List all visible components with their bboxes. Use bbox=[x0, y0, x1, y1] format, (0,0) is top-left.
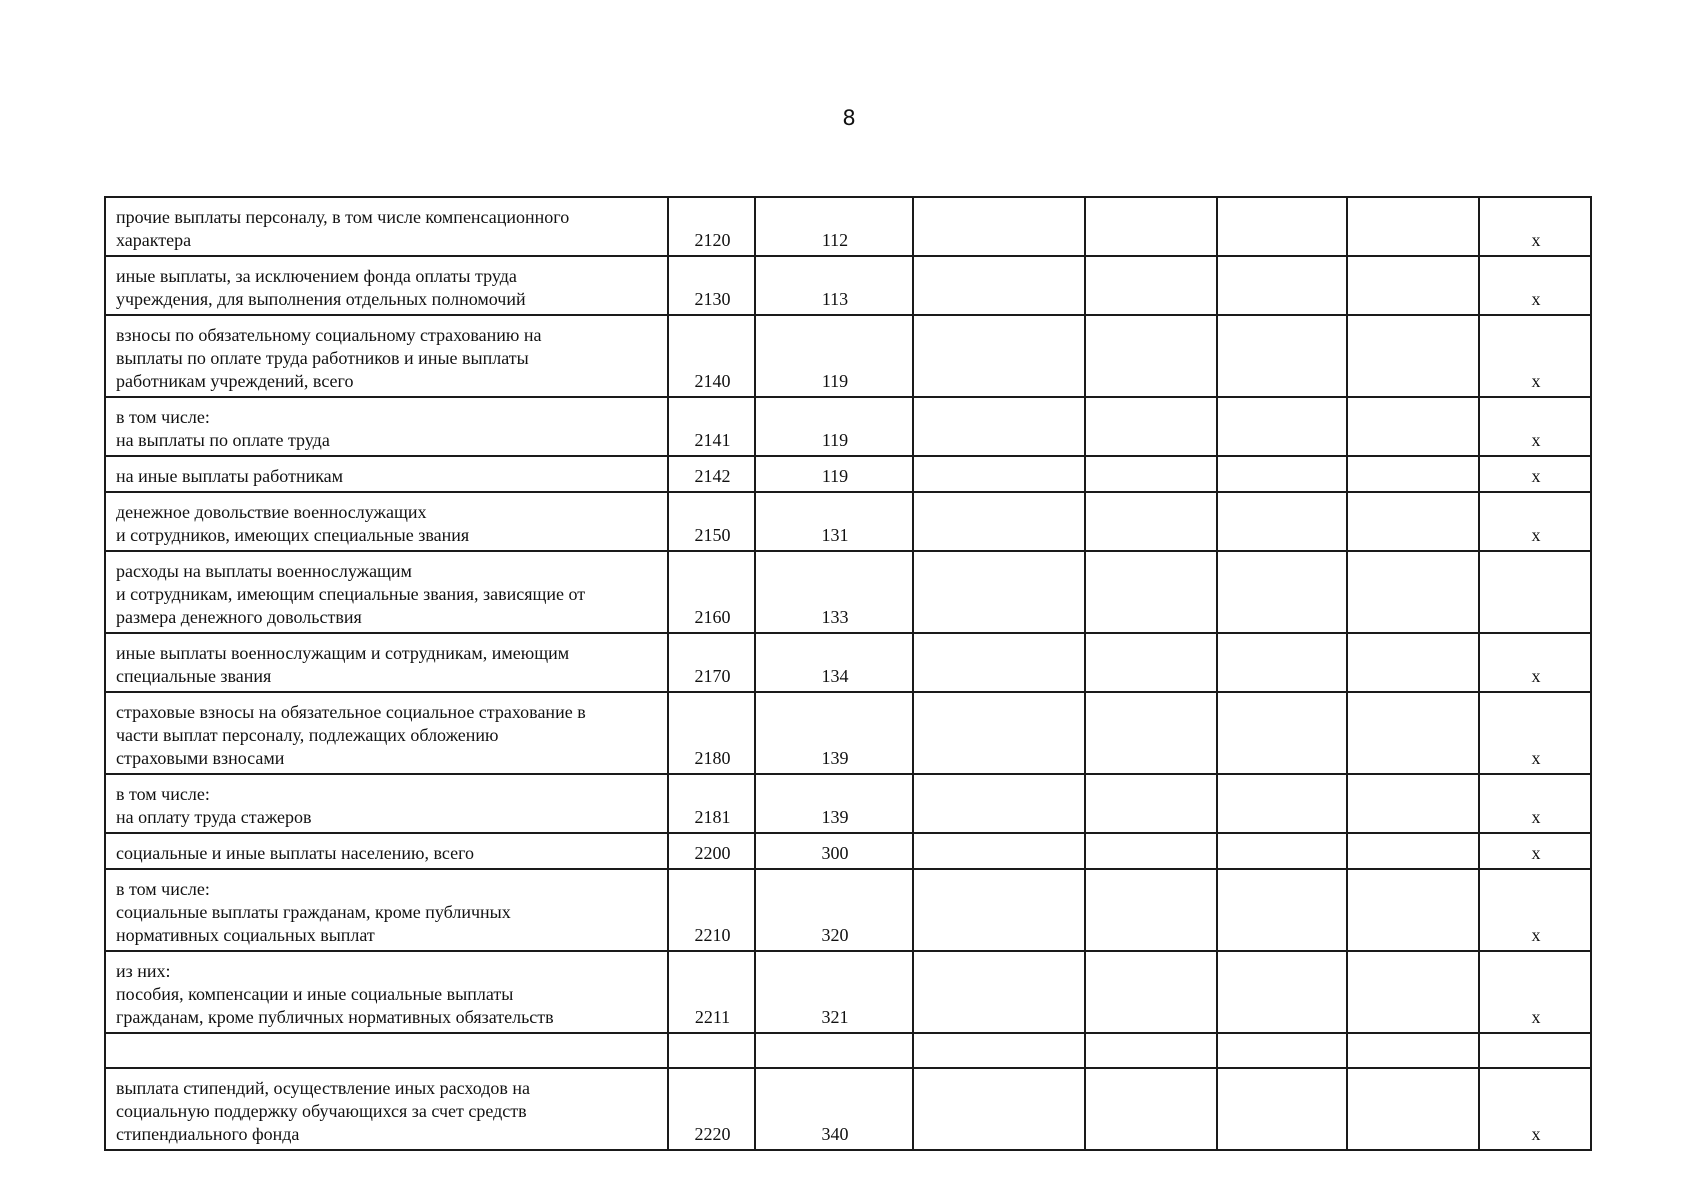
value-cell bbox=[913, 633, 1085, 692]
row-budget-code: 300 bbox=[755, 833, 913, 869]
empty-cell bbox=[668, 1033, 755, 1068]
table-row bbox=[105, 692, 1591, 774]
row-budget-code: 139 bbox=[755, 692, 913, 774]
value-cell bbox=[1347, 633, 1479, 692]
value-cell bbox=[1217, 197, 1347, 256]
value-cell bbox=[913, 951, 1085, 1033]
row-line-code: 2120 bbox=[668, 197, 755, 256]
row-description: в том числе: на выплаты по оплате труда bbox=[105, 397, 668, 456]
value-cell bbox=[1085, 774, 1217, 833]
value-cell bbox=[913, 692, 1085, 774]
table-row bbox=[105, 869, 1591, 951]
empty-cell bbox=[1347, 1033, 1479, 1068]
value-cell bbox=[913, 774, 1085, 833]
empty-cell bbox=[1217, 1033, 1347, 1068]
row-budget-code: 119 bbox=[755, 315, 913, 397]
value-cell bbox=[913, 492, 1085, 551]
table-body bbox=[105, 197, 1591, 1150]
row-line-code: 2211 bbox=[668, 951, 755, 1033]
row-description: на иные выплаты работникам bbox=[105, 456, 668, 492]
table-row bbox=[105, 197, 1591, 256]
row-mark: x bbox=[1479, 869, 1591, 951]
value-cell bbox=[1085, 492, 1217, 551]
row-mark: x bbox=[1479, 315, 1591, 397]
value-cell bbox=[913, 315, 1085, 397]
row-mark: x bbox=[1479, 1068, 1591, 1150]
row-description: выплата стипендий, осуществление иных расходов на социальную поддержку обучающихся за счет средств стипендиального фонда bbox=[105, 1068, 668, 1150]
value-cell bbox=[1217, 869, 1347, 951]
row-line-code: 2140 bbox=[668, 315, 755, 397]
value-cell bbox=[1217, 951, 1347, 1033]
row-line-code: 2142 bbox=[668, 456, 755, 492]
value-cell bbox=[1085, 692, 1217, 774]
value-cell bbox=[1347, 397, 1479, 456]
value-cell bbox=[1085, 256, 1217, 315]
value-cell bbox=[1347, 692, 1479, 774]
row-mark: x bbox=[1479, 774, 1591, 833]
value-cell bbox=[1347, 492, 1479, 551]
page-number: 8 bbox=[842, 106, 856, 130]
row-line-code: 2150 bbox=[668, 492, 755, 551]
value-cell bbox=[1217, 315, 1347, 397]
row-budget-code: 113 bbox=[755, 256, 913, 315]
value-cell bbox=[1217, 551, 1347, 633]
value-cell bbox=[1217, 492, 1347, 551]
table-row bbox=[105, 833, 1591, 869]
row-budget-code: 139 bbox=[755, 774, 913, 833]
table-row bbox=[105, 951, 1591, 1033]
value-cell bbox=[913, 397, 1085, 456]
row-description: страховые взносы на обязательное социальное страхование в части выплат персоналу, подлежащих обложению страховыми взносами bbox=[105, 692, 668, 774]
empty-cell bbox=[1479, 1033, 1591, 1068]
row-description: иные выплаты военнослужащим и сотрудникам, имеющим специальные звания bbox=[105, 633, 668, 692]
value-cell bbox=[1217, 774, 1347, 833]
value-cell bbox=[1217, 1068, 1347, 1150]
row-line-code: 2130 bbox=[668, 256, 755, 315]
table-row bbox=[105, 551, 1591, 633]
table-row bbox=[105, 633, 1591, 692]
table-row bbox=[105, 315, 1591, 397]
row-mark: x bbox=[1479, 692, 1591, 774]
value-cell bbox=[913, 197, 1085, 256]
row-line-code: 2180 bbox=[668, 692, 755, 774]
row-line-code: 2160 bbox=[668, 551, 755, 633]
row-mark: x bbox=[1479, 492, 1591, 551]
value-cell bbox=[1085, 315, 1217, 397]
value-cell bbox=[913, 256, 1085, 315]
row-budget-code: 340 bbox=[755, 1068, 913, 1150]
table-row bbox=[105, 774, 1591, 833]
row-mark: x bbox=[1479, 633, 1591, 692]
empty-cell bbox=[105, 1033, 668, 1068]
value-cell bbox=[1217, 456, 1347, 492]
row-mark: x bbox=[1479, 256, 1591, 315]
value-cell bbox=[1347, 197, 1479, 256]
value-cell bbox=[1347, 256, 1479, 315]
table-row bbox=[105, 397, 1591, 456]
row-mark: x bbox=[1479, 397, 1591, 456]
empty-cell bbox=[913, 1033, 1085, 1068]
value-cell bbox=[913, 833, 1085, 869]
row-budget-code: 119 bbox=[755, 456, 913, 492]
row-description: из них: пособия, компенсации и иные социальные выплаты гражданам, кроме публичных нормативных обязательств bbox=[105, 951, 668, 1033]
table-row bbox=[105, 492, 1591, 551]
value-cell bbox=[1347, 774, 1479, 833]
value-cell bbox=[1347, 551, 1479, 633]
value-cell bbox=[1217, 397, 1347, 456]
row-mark: x bbox=[1479, 833, 1591, 869]
value-cell bbox=[913, 456, 1085, 492]
value-cell bbox=[1085, 869, 1217, 951]
empty-cell bbox=[755, 1033, 913, 1068]
value-cell bbox=[1347, 315, 1479, 397]
row-description: взносы по обязательному социальному страхованию на выплаты по оплате труда работников и иные выплаты работникам учреждений, всего bbox=[105, 315, 668, 397]
row-description: денежное довольствие военнослужащих и сотрудников, имеющих специальные звания bbox=[105, 492, 668, 551]
expenditure-table bbox=[104, 196, 1592, 1151]
row-budget-code: 133 bbox=[755, 551, 913, 633]
value-cell bbox=[1085, 551, 1217, 633]
value-cell bbox=[1085, 456, 1217, 492]
value-cell bbox=[1347, 1068, 1479, 1150]
value-cell bbox=[1085, 1068, 1217, 1150]
row-line-code: 2200 bbox=[668, 833, 755, 869]
value-cell bbox=[913, 869, 1085, 951]
value-cell bbox=[1085, 397, 1217, 456]
empty-cell bbox=[1085, 1033, 1217, 1068]
row-description: социальные и иные выплаты населению, всего bbox=[105, 833, 668, 869]
row-description: в том числе: на оплату труда стажеров bbox=[105, 774, 668, 833]
row-line-code: 2141 bbox=[668, 397, 755, 456]
table-row bbox=[105, 456, 1591, 492]
row-mark: x bbox=[1479, 951, 1591, 1033]
row-mark bbox=[1479, 551, 1591, 633]
row-budget-code: 119 bbox=[755, 397, 913, 456]
row-line-code: 2170 bbox=[668, 633, 755, 692]
row-budget-code: 131 bbox=[755, 492, 913, 551]
value-cell bbox=[1347, 456, 1479, 492]
value-cell bbox=[1085, 197, 1217, 256]
row-description: прочие выплаты персоналу, в том числе компенсационного характера bbox=[105, 197, 668, 256]
row-budget-code: 112 bbox=[755, 197, 913, 256]
row-budget-code: 320 bbox=[755, 869, 913, 951]
row-budget-code: 134 bbox=[755, 633, 913, 692]
value-cell bbox=[1347, 869, 1479, 951]
value-cell bbox=[1347, 951, 1479, 1033]
row-description: иные выплаты, за исключением фонда оплаты труда учреждения, для выполнения отдельных полномочий bbox=[105, 256, 668, 315]
row-mark: x bbox=[1479, 456, 1591, 492]
row-description: расходы на выплаты военнослужащим и сотрудникам, имеющим специальные звания, зависящие от размера денежного довольствия bbox=[105, 551, 668, 633]
value-cell bbox=[1217, 256, 1347, 315]
row-budget-code: 321 bbox=[755, 951, 913, 1033]
row-mark: x bbox=[1479, 197, 1591, 256]
value-cell bbox=[1085, 633, 1217, 692]
row-line-code: 2181 bbox=[668, 774, 755, 833]
value-cell bbox=[1085, 951, 1217, 1033]
table-row bbox=[105, 256, 1591, 315]
blank-row bbox=[105, 1033, 1591, 1068]
row-line-code: 2220 bbox=[668, 1068, 755, 1150]
value-cell bbox=[1217, 633, 1347, 692]
value-cell bbox=[1347, 833, 1479, 869]
row-description: в том числе: социальные выплаты гражданам, кроме публичных нормативных социальных выплат bbox=[105, 869, 668, 951]
row-line-code: 2210 bbox=[668, 869, 755, 951]
value-cell bbox=[913, 551, 1085, 633]
table-row bbox=[105, 1068, 1591, 1150]
value-cell bbox=[1217, 692, 1347, 774]
value-cell bbox=[913, 1068, 1085, 1150]
value-cell bbox=[1217, 833, 1347, 869]
value-cell bbox=[1085, 833, 1217, 869]
